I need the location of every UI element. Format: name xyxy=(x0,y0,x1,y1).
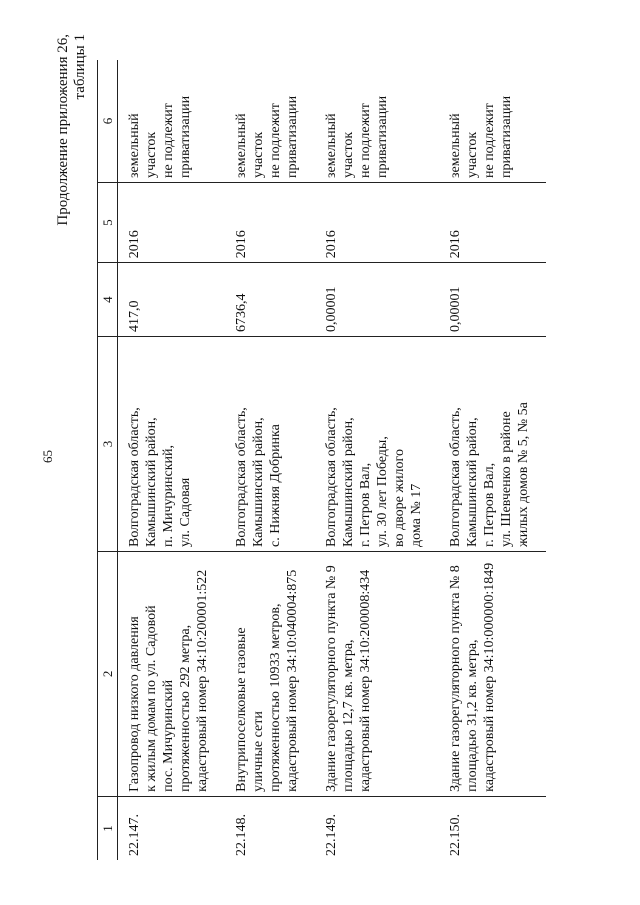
privatization-note: земельный участок не подлежит приватизации xyxy=(448,95,514,179)
object-name: Газопровод низкого давления к жилым домам по ул. Садовой пос. Мичуринский протяженностью 292 метра, кадастровый номер 34:10:200001:522 xyxy=(127,569,210,792)
table-row xyxy=(439,60,546,860)
header-col-5: 5 xyxy=(98,183,118,263)
year: 2016 xyxy=(315,183,439,263)
object-name: Здание газорегуляторного пункта № 9 площадью 12,7 кв. метра, кадастровый номер 34:10:200008:434 xyxy=(324,565,373,792)
object-address: Волгоградская область, Камышинский район, г. Петров Вал, ул. 30 лет Победы, во дворе жилого дома № 17 xyxy=(324,407,424,547)
object-address: Волгоградская область, Камышинский район, с. Нижняя Добринка xyxy=(234,407,283,547)
privatization-note: земельный участок не подлежит приватизации xyxy=(324,95,390,179)
table-row xyxy=(118,60,226,860)
row-number: 22.150. xyxy=(448,814,463,856)
header-col-1: 1 xyxy=(98,796,118,860)
header-col-4: 4 xyxy=(98,263,118,337)
privatization-note: земельный участок не подлежит приватизации xyxy=(234,95,300,179)
object-address: Волгоградская область, Камышинский район, п. Мичуринский, ул. Садовая xyxy=(127,407,193,547)
object-address: Волгоградская область, Камышинский район, г. Петров Вал, ул. Шевченко в районе жилых домов № 5, № 5а xyxy=(448,402,531,547)
year: 2016 xyxy=(439,183,546,263)
year: 2016 xyxy=(225,183,315,263)
property-table xyxy=(97,60,546,860)
row-number: 22.147. xyxy=(127,814,142,856)
privatization-note: земельный участок не подлежит приватизации xyxy=(127,95,193,179)
row-number: 22.149. xyxy=(324,814,339,856)
table-row xyxy=(315,60,439,860)
row-number: 22.148. xyxy=(234,814,249,856)
land-area: 0,00001 xyxy=(439,263,546,337)
land-area: 417,0 xyxy=(118,263,226,337)
header-col-2: 2 xyxy=(98,551,118,796)
table-header xyxy=(98,60,118,860)
continuation-header: Продолжение приложения 26, таблицы 1 xyxy=(55,34,88,226)
header-col-3: 3 xyxy=(98,337,118,552)
year: 2016 xyxy=(118,183,226,263)
object-name: Внутрипоселковые газовые уличные сети протяженностью 10933 метров, кадастровый номер 34:10:040004:875 xyxy=(234,569,300,792)
land-area: 6736,4 xyxy=(225,263,315,337)
land-area: 0,00001 xyxy=(315,263,439,337)
table-row xyxy=(225,60,315,860)
header-col-6: 6 xyxy=(98,60,118,183)
page-number: 65 xyxy=(40,450,55,463)
object-name: Здание газорегуляторного пункта № 8 площадью 31,2 кв. метра, кадастровый номер 34:10:000000:1849 xyxy=(448,562,497,792)
